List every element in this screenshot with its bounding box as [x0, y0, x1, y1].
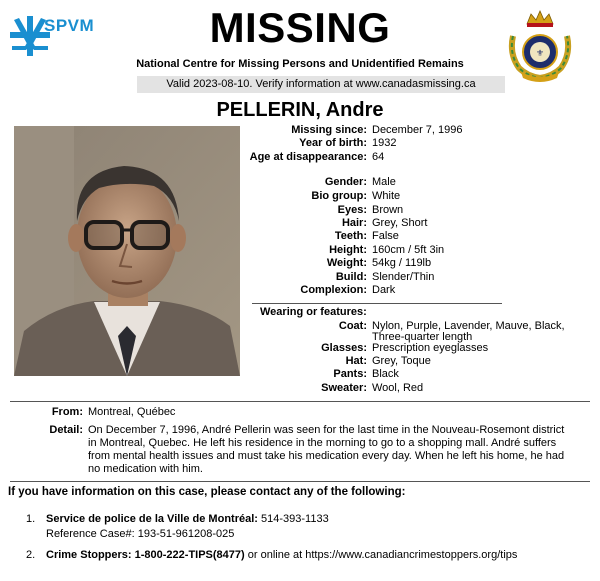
contact-phone-1[interactable]: 514-393-1133	[257, 513, 329, 525]
case-divider	[10, 401, 590, 402]
wearing-title: Wearing or features:	[260, 306, 367, 318]
contact-item-1	[26, 513, 586, 541]
page-subtitle: National Centre for Missing Persons and Unidentified Remains	[136, 58, 464, 70]
detail-row	[244, 244, 584, 257]
detail-row	[244, 151, 584, 164]
detail-label: Gender:	[324, 176, 367, 188]
page-title: MISSING	[209, 4, 391, 51]
validity-banner: Valid 2023-08-10. Verify information at www.canadasmissing.ca	[137, 76, 505, 93]
from-value: Montreal, Québec	[88, 406, 176, 418]
detail-label: Height:	[329, 244, 367, 256]
detail-label: Complexion:	[300, 284, 367, 296]
contact-link-2[interactable]: or online at https://www.canadiancrimestoppers.org/tips	[244, 549, 518, 561]
wearing-label: Glasses:	[321, 342, 367, 354]
wearing-row	[244, 368, 584, 381]
wearing-row	[244, 382, 584, 395]
detail-row	[244, 271, 584, 284]
detail-label: Bio group:	[311, 190, 367, 202]
detail-value: Grey, Short	[372, 217, 428, 229]
wearing-value: Nylon, Purple, Lavender, Mauve, Black,	[372, 320, 565, 332]
detail-line: in Montreal, Quebec. He left his residence in the morning to go to a shopping mall. André suffers	[88, 437, 557, 449]
svg-text:⚜: ⚜	[535, 48, 545, 58]
contact-org-2: Crime Stoppers: 1-800-222-TIPS(8477)	[46, 549, 245, 561]
detail-label: Hair:	[341, 217, 367, 229]
detail-value: 160cm / 5ft 3in	[372, 244, 445, 256]
detail-value: 64	[372, 151, 385, 163]
detail-row	[244, 124, 584, 137]
wearing-row	[244, 320, 584, 343]
wearing-value: Black	[372, 368, 399, 380]
detail-row	[244, 190, 584, 203]
detail-label: Year of birth:	[299, 137, 367, 149]
rcmp-crest	[505, 8, 575, 82]
detail-value: Slender/Thin	[372, 271, 435, 283]
wearing-value-continued: Three-quarter length	[372, 331, 473, 343]
detail-line: On December 7, 1996, André Pellerin was seen for the last time in the Nouveau-Rosemont district	[88, 424, 565, 436]
wearing-row	[244, 355, 584, 368]
contact-number-2: 2.	[26, 549, 36, 561]
wearing-label: Hat:	[345, 355, 367, 367]
contact-org-1: Service de police de la Ville de Montréal:	[46, 513, 258, 525]
wearing-section	[244, 306, 584, 398]
wearing-label: Pants:	[333, 368, 367, 380]
detail-value: 1932	[372, 137, 397, 149]
detail-label: Detail:	[49, 424, 83, 436]
detail-value: December 7, 1996	[372, 124, 463, 136]
detail-value: Male	[372, 176, 396, 188]
person-photo	[14, 126, 240, 376]
contacts-divider	[10, 481, 590, 482]
detail-label: Teeth:	[334, 230, 367, 242]
detail-line: no medication with him.	[88, 463, 203, 475]
wearing-value: Prescription eyeglasses	[372, 342, 489, 354]
detail-label: Eyes:	[337, 204, 367, 216]
detail-value: 54kg / 119lb	[372, 257, 432, 269]
wearing-value: Wool, Red	[372, 382, 424, 394]
detail-row	[244, 284, 584, 297]
wearing-value: Grey, Toque	[372, 355, 431, 367]
detail-row	[244, 176, 584, 189]
crest-icon	[505, 8, 575, 82]
from-label: From:	[51, 406, 83, 418]
detail-line: from mental health issues and must take his medication every day. When he left his home, he had	[88, 450, 565, 462]
detail-value: Brown	[372, 204, 404, 216]
person-details	[244, 124, 584, 304]
detail-row	[244, 204, 584, 217]
spvm-logo-text: SPVM	[44, 16, 95, 35]
detail-value: False	[372, 230, 399, 242]
detail-label: Missing since:	[291, 124, 367, 136]
contact-number-1: 1.	[26, 513, 36, 525]
detail-label: Weight:	[326, 257, 367, 269]
detail-value: White	[372, 190, 401, 202]
detail-row	[244, 257, 584, 270]
wearing-row	[244, 342, 584, 355]
person-name: PELLERIN, Andre	[216, 99, 384, 121]
detail-label: Build:	[335, 271, 367, 283]
detail-label: Age at disappearance:	[249, 151, 367, 163]
detail-value: Dark	[372, 284, 396, 296]
detail-text	[88, 424, 593, 476]
details-divider	[252, 303, 502, 304]
detail-row	[244, 137, 584, 150]
detail-row	[244, 230, 584, 243]
detail-row	[244, 217, 584, 230]
contact-item-2	[26, 549, 596, 562]
contact-reference-1: Reference Case#: 193-51-961208-025	[46, 528, 235, 540]
contacts-heading: If you have information on this case, please contact any of the following:	[8, 486, 406, 498]
wearing-label: Coat:	[338, 320, 367, 332]
wearing-label: Sweater:	[321, 382, 367, 394]
